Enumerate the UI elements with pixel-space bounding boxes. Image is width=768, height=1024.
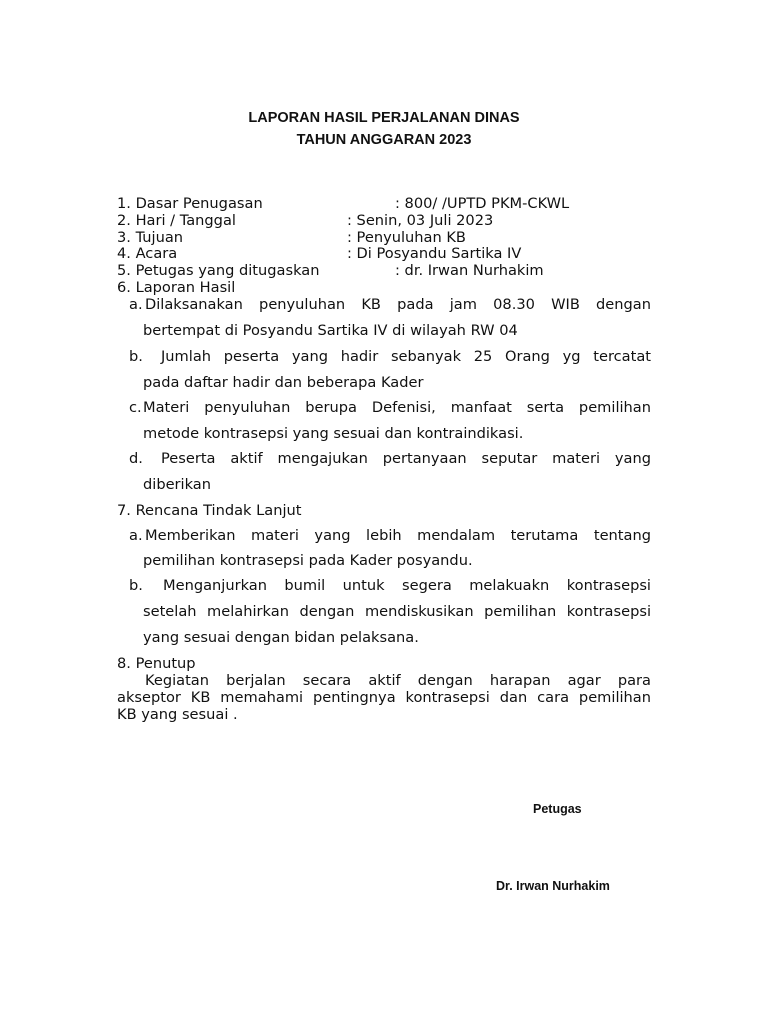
list-item-text: Menganjurkan bumil untuk segera melakuakn kontrasepsi bbox=[163, 577, 651, 594]
list-item-text: diberikan bbox=[143, 476, 212, 493]
list-marker: a. bbox=[129, 296, 143, 313]
list-item-text: Jumlah peserta yang hadir sebanyak 25 Orang yg tercatat bbox=[161, 348, 651, 365]
section-heading-laporan: 6. Laporan Hasil bbox=[117, 279, 236, 296]
signature-role: Petugas bbox=[533, 802, 582, 816]
list-marker: c. bbox=[129, 399, 142, 416]
list-item-text: yang sesuai dengan bidan pelaksana. bbox=[143, 629, 419, 646]
field-value: : Senin, 03 Juli 2023 bbox=[347, 212, 494, 229]
list-item-text: metode kontrasepsi yang sesuai dan kontraindikasi. bbox=[143, 425, 524, 442]
paragraph-line: KB yang sesuai . bbox=[117, 706, 238, 723]
document-subtitle: TAHUN ANGGARAN 2023 bbox=[296, 132, 472, 148]
list-marker: d. bbox=[129, 450, 143, 467]
field-value: : Penyuluhan KB bbox=[347, 229, 466, 246]
list-item-text: pada daftar hadir dan beberapa Kader bbox=[143, 374, 424, 391]
field-value: : Di Posyandu Sartika IV bbox=[347, 245, 522, 262]
list-marker: b. bbox=[129, 348, 143, 365]
list-item-text: setelah melahirkan dengan mendiskusikan pemilihan kontrasepsi bbox=[143, 603, 651, 620]
document-title: LAPORAN HASIL PERJALANAN DINAS bbox=[248, 110, 520, 126]
paragraph-line: Kegiatan berjalan secara aktif dengan harapan agar para bbox=[145, 672, 651, 689]
list-marker: a. bbox=[129, 527, 143, 544]
list-item-text: Materi penyuluhan berupa Defenisi, manfaat serta pemilihan bbox=[143, 399, 651, 416]
list-item-text: Memberikan materi yang lebih mendalam terutama tentang bbox=[145, 527, 651, 544]
field-label: 1. Dasar Penugasan bbox=[117, 195, 263, 212]
field-label: 2. Hari / Tanggal bbox=[117, 212, 236, 229]
section-heading-rencana: 7. Rencana Tindak Lanjut bbox=[117, 502, 302, 519]
field-label: 5. Petugas yang ditugaskan bbox=[117, 262, 320, 279]
field-label: 4. Acara bbox=[117, 245, 178, 262]
list-marker: b. bbox=[129, 577, 143, 594]
field-value: : dr. Irwan Nurhakim bbox=[395, 262, 544, 279]
signature-name: Dr. Irwan Nurhakim bbox=[496, 879, 610, 893]
list-item-text: Dilaksanakan penyuluhan KB pada jam 08.30 WIB dengan bbox=[145, 296, 651, 313]
section-heading-penutup: 8. Penutup bbox=[117, 655, 196, 672]
field-value: : 800/ /UPTD PKM-CKWL bbox=[395, 195, 570, 212]
list-item-text: Peserta aktif mengajukan pertanyaan seputar materi yang bbox=[161, 450, 651, 467]
list-item-text: pemilihan kontrasepsi pada Kader posyandu. bbox=[143, 552, 473, 569]
field-label: 3. Tujuan bbox=[117, 229, 184, 246]
list-item-text: bertempat di Posyandu Sartika IV di wilayah RW 04 bbox=[143, 322, 518, 339]
paragraph-line: akseptor KB memahami pentingnya kontrasepsi dan cara pemilihan bbox=[117, 689, 651, 706]
